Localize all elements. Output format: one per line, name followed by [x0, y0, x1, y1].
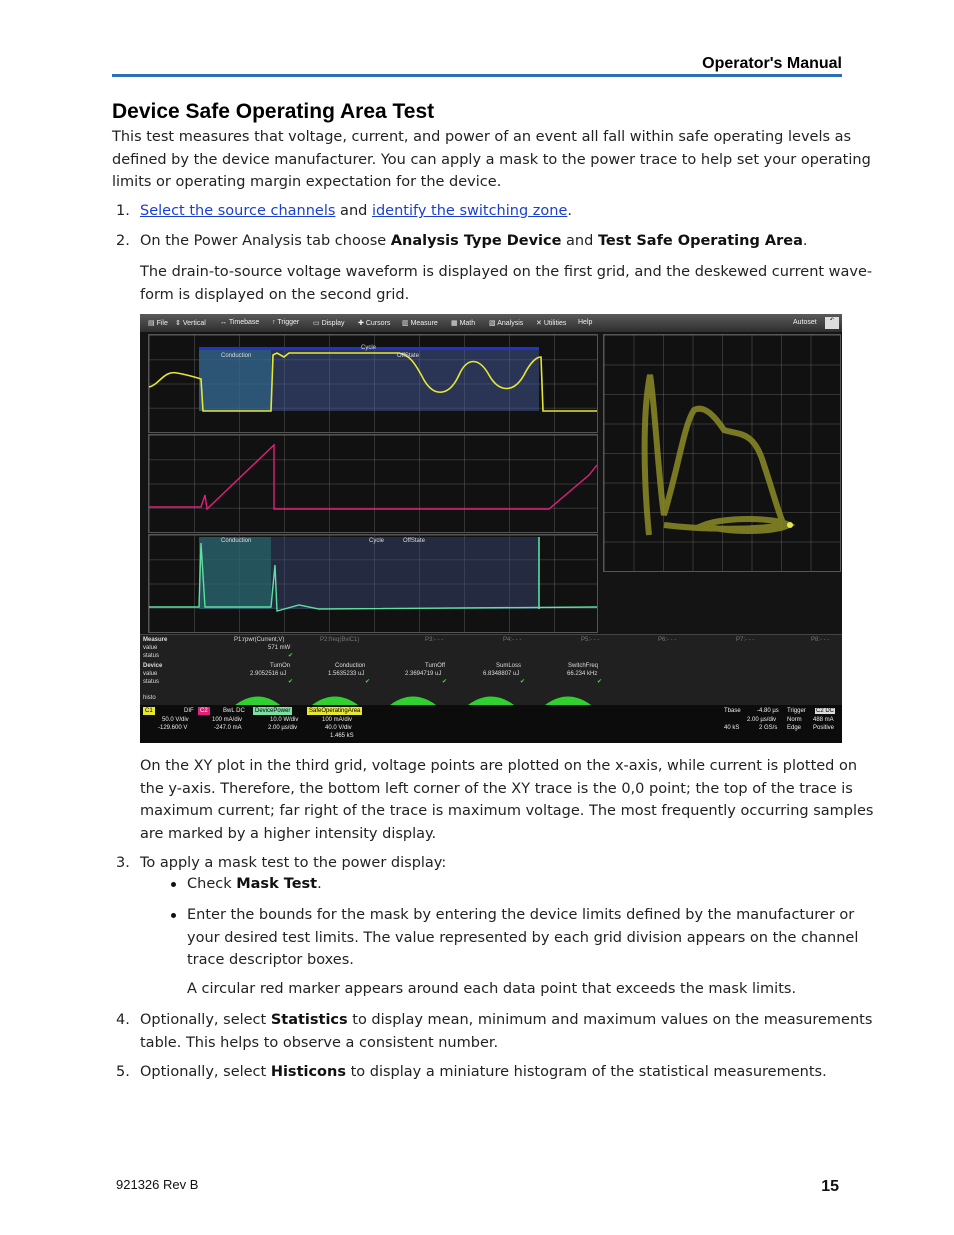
p7-header[interactable]: P7:- - -: [736, 637, 755, 643]
intro-line: This test measures that voltage, current, and power of an event all fall within safe operating levels as: [112, 129, 852, 145]
switchfreq-header: SwitchFreq: [568, 663, 599, 669]
sumloss-value: 6.8348807 uJ: [483, 671, 520, 677]
soa-tag[interactable]: SafeOperatingArea: [309, 708, 361, 714]
c2-tag[interactable]: C2: [200, 708, 208, 714]
step-1: [140, 200, 572, 223]
identify-switching-zone-link[interactable]: identify the switching zone: [371, 203, 568, 219]
note-line: maximum current; far right of the trace is maximum voltage. The most frequently occurring samples: [140, 803, 874, 819]
trace-descriptor-bar: [140, 705, 842, 743]
step-bold: Statistics: [270, 1012, 348, 1028]
intro-paragraph: [112, 126, 871, 194]
histicons: [140, 686, 842, 706]
p1-header[interactable]: P1:rpwr(Current,V): [234, 637, 285, 643]
value-label: value: [143, 645, 158, 651]
switchfreq-value: 66.234 kHz: [567, 671, 598, 677]
trigger-mode: Norm: [787, 717, 802, 723]
switchfreq-status: ✔: [597, 679, 603, 685]
step-number: 3.: [116, 855, 130, 871]
doc-revision: 921326 Rev B: [116, 1177, 199, 1192]
turnoff-status: ✔: [442, 679, 448, 685]
bullet-line: your desired test limits. The value represented by each grid division appears on the channel: [187, 929, 859, 946]
p6-header[interactable]: P6:- - -: [658, 637, 677, 643]
trigger-label[interactable]: Trigger: [787, 708, 806, 714]
step-bold: Test Safe Operating Area: [597, 233, 803, 249]
step-text: .: [802, 233, 808, 249]
menu-help[interactable]: Help: [578, 319, 593, 326]
manual-title: Operator's Manual: [702, 55, 842, 72]
step-5: Optionally, select Histicons to display a miniature histogram of the statistical measurements.: [140, 1064, 827, 1080]
menu-measure[interactable]: ▥ Measure: [402, 320, 438, 327]
turnoff-value: 2.3694719 uJ: [405, 671, 442, 677]
menu-timebase[interactable]: ↔ Timebase: [220, 319, 260, 326]
trigger-level: 488 mA: [813, 717, 834, 723]
step-bold: Histicons: [270, 1064, 346, 1080]
note-line: On the XY plot in the third grid, voltage points are plotted on the x-axis, while current is plotted on: [140, 758, 858, 774]
c1-offset: -129.600 V: [158, 725, 188, 731]
bullet-line: Enter the bounds for the mask by entering the device limits defined by the manufacturer or: [187, 907, 855, 923]
power-grid: [148, 534, 598, 633]
soa-samples: 1.465 kS: [330, 733, 354, 739]
c1-mode: DIF: [184, 708, 194, 714]
menu-math[interactable]: ▦ Math: [451, 320, 476, 327]
c2-offset: -247.0 mA: [214, 725, 242, 731]
conduction-header: Conduction: [335, 663, 366, 669]
current-grid: [148, 434, 598, 533]
power-conduction-zone: [199, 537, 271, 609]
page-number: 15: [821, 1178, 839, 1195]
header-rule: [112, 74, 842, 77]
note-line: the y-axis. Therefore, the bottom left corner of the XY trace is the 0,0 point; the top of the trace is: [140, 780, 853, 797]
power-conduction-label: Conduction: [221, 538, 252, 544]
measure-label: Measure: [143, 637, 168, 643]
tbase-label[interactable]: Tbase: [724, 708, 741, 714]
power-offstate-label: OffState: [403, 538, 425, 544]
power-trace: [149, 535, 597, 632]
p1-status: ✔: [288, 653, 294, 659]
device-label: Device: [143, 663, 163, 669]
bullet-icon: [171, 882, 176, 887]
note-line: The drain-to-source voltage waveform is displayed on the first grid, and the deskewed current wave-: [140, 264, 873, 280]
bullet-line: trace descriptor boxes.: [187, 952, 354, 968]
value-label: value: [143, 671, 158, 677]
tbase-rate: 2 GS/s: [759, 725, 778, 731]
menu-file[interactable]: ▤ File: [148, 320, 168, 327]
p1-value: 571 mW: [268, 645, 291, 651]
p5-header[interactable]: P5:- - -: [581, 637, 600, 643]
p2-header[interactable]: P2:freq(BvlC1): [320, 637, 360, 643]
step-number: 2.: [116, 233, 130, 249]
step-number: 1.: [116, 203, 130, 219]
cycle-label: Cycle: [361, 345, 377, 351]
bullet-icon: [171, 913, 176, 918]
tbase-scale: 2.00 µs/div: [747, 717, 777, 723]
status-label: status: [143, 653, 160, 659]
bullet-text: .: [317, 876, 322, 892]
soa-scale-y: 100 mA/div: [322, 717, 353, 723]
conduction-label: Conduction: [221, 353, 252, 359]
step-number: 4.: [116, 1012, 130, 1028]
device-power-tag[interactable]: DevicePower: [255, 708, 291, 714]
step-text: and: [561, 233, 598, 249]
autoset-button[interactable]: Autoset: [793, 319, 817, 326]
step-bold: Analysis Type Device: [390, 233, 562, 249]
c2-scale: 100 mA/div: [212, 717, 243, 723]
c2-mode: BwL DC: [223, 708, 245, 714]
note-line: form is displayed on the second grid.: [140, 286, 410, 303]
conduction-status: ✔: [365, 679, 371, 685]
step-line: Optionally, select Statistics to display mean, minimum and maximum values on the measurements: [140, 1012, 873, 1028]
status-label: status: [143, 679, 160, 685]
turnoff-header: TurnOff: [425, 663, 446, 669]
c1-scale: 50.0 V/div: [162, 717, 189, 723]
sumloss-header: SumLoss: [496, 663, 522, 669]
p3-header[interactable]: P3:- - -: [425, 637, 444, 643]
oscilloscope-screenshot: [140, 314, 842, 743]
menu-vertical[interactable]: ⇕ Vertical: [175, 320, 206, 327]
bullet-bold: Mask Test: [236, 876, 318, 892]
bullet-text: Check: [187, 876, 237, 892]
step-2: [140, 230, 808, 253]
dp-time: 2.00 µs/div: [268, 725, 298, 731]
measurement-table: [140, 634, 842, 706]
menu-display[interactable]: ▭ Display: [313, 320, 345, 327]
step-3: To apply a mask test to the power display:: [140, 855, 447, 871]
step-text: and: [335, 203, 372, 219]
step-number: 5.: [116, 1064, 130, 1080]
sumloss-status: ✔: [520, 679, 526, 685]
soa-scale-x: 40.0 V/div: [325, 725, 352, 731]
section-title: Device Safe Operating Area Test: [112, 100, 435, 123]
note-line: are marked by a higher intensity display.: [140, 825, 437, 842]
menu-utilities[interactable]: ✕ Utilities: [536, 320, 567, 327]
voltage-grid: [148, 334, 598, 433]
xy-note: [140, 755, 873, 845]
c1-tag[interactable]: C1: [145, 708, 153, 714]
bullet-bounds: [187, 904, 858, 972]
xy-plot-grid: [603, 334, 841, 572]
tbase-delay: -4.80 µs: [757, 708, 779, 714]
undo-icon[interactable]: ↶: [825, 317, 839, 329]
step-text: On the Power Analysis tab choose: [140, 233, 391, 249]
step-text: .: [567, 203, 572, 219]
menu-analysis[interactable]: ▧ Analysis: [489, 320, 524, 327]
scope-menubar: [140, 314, 842, 332]
bullet-note: A circular red marker appears around each data point that exceeds the mask limits.: [187, 981, 797, 997]
step-4: [140, 1009, 872, 1054]
tbase-samples: 40 kS: [724, 725, 740, 731]
histo-label: histo: [143, 695, 156, 701]
current-trace: [149, 435, 597, 532]
trigger-slope: Positive: [813, 725, 835, 731]
intro-line: limits or operating margin expectation for the device.: [112, 174, 502, 190]
dp-scale: 10.0 W/div: [270, 717, 299, 723]
xy-trace: [604, 335, 840, 571]
select-source-channels-link[interactable]: Select the source channels: [140, 203, 336, 219]
step-line: table. This helps to observe a consistent number.: [140, 1034, 499, 1051]
trigger-type: Edge: [787, 725, 802, 731]
turnon-header: TurnOn: [270, 663, 291, 669]
turnon-value: 2.9052516 uJ: [250, 671, 287, 677]
trigger-channel: C2 DC: [816, 708, 835, 714]
offstate-label: OffState: [397, 353, 419, 359]
p4-header[interactable]: P4:- - -: [503, 637, 522, 643]
step-2-note: [140, 261, 872, 306]
turnon-status: ✔: [288, 679, 294, 685]
power-cycle-label: Cycle: [369, 538, 385, 544]
intro-line: defined by the device manufacturer. You can apply a mask to the power trace to help set your operating: [112, 151, 871, 168]
p8-header[interactable]: P8:- - -: [811, 637, 830, 643]
menu-trigger[interactable]: ↑ Trigger: [272, 319, 300, 326]
bullet-mask-test: [187, 873, 322, 896]
conduction-value: 1.5635233 uJ: [328, 671, 365, 677]
menu-cursors[interactable]: ✚ Cursors: [358, 320, 391, 327]
